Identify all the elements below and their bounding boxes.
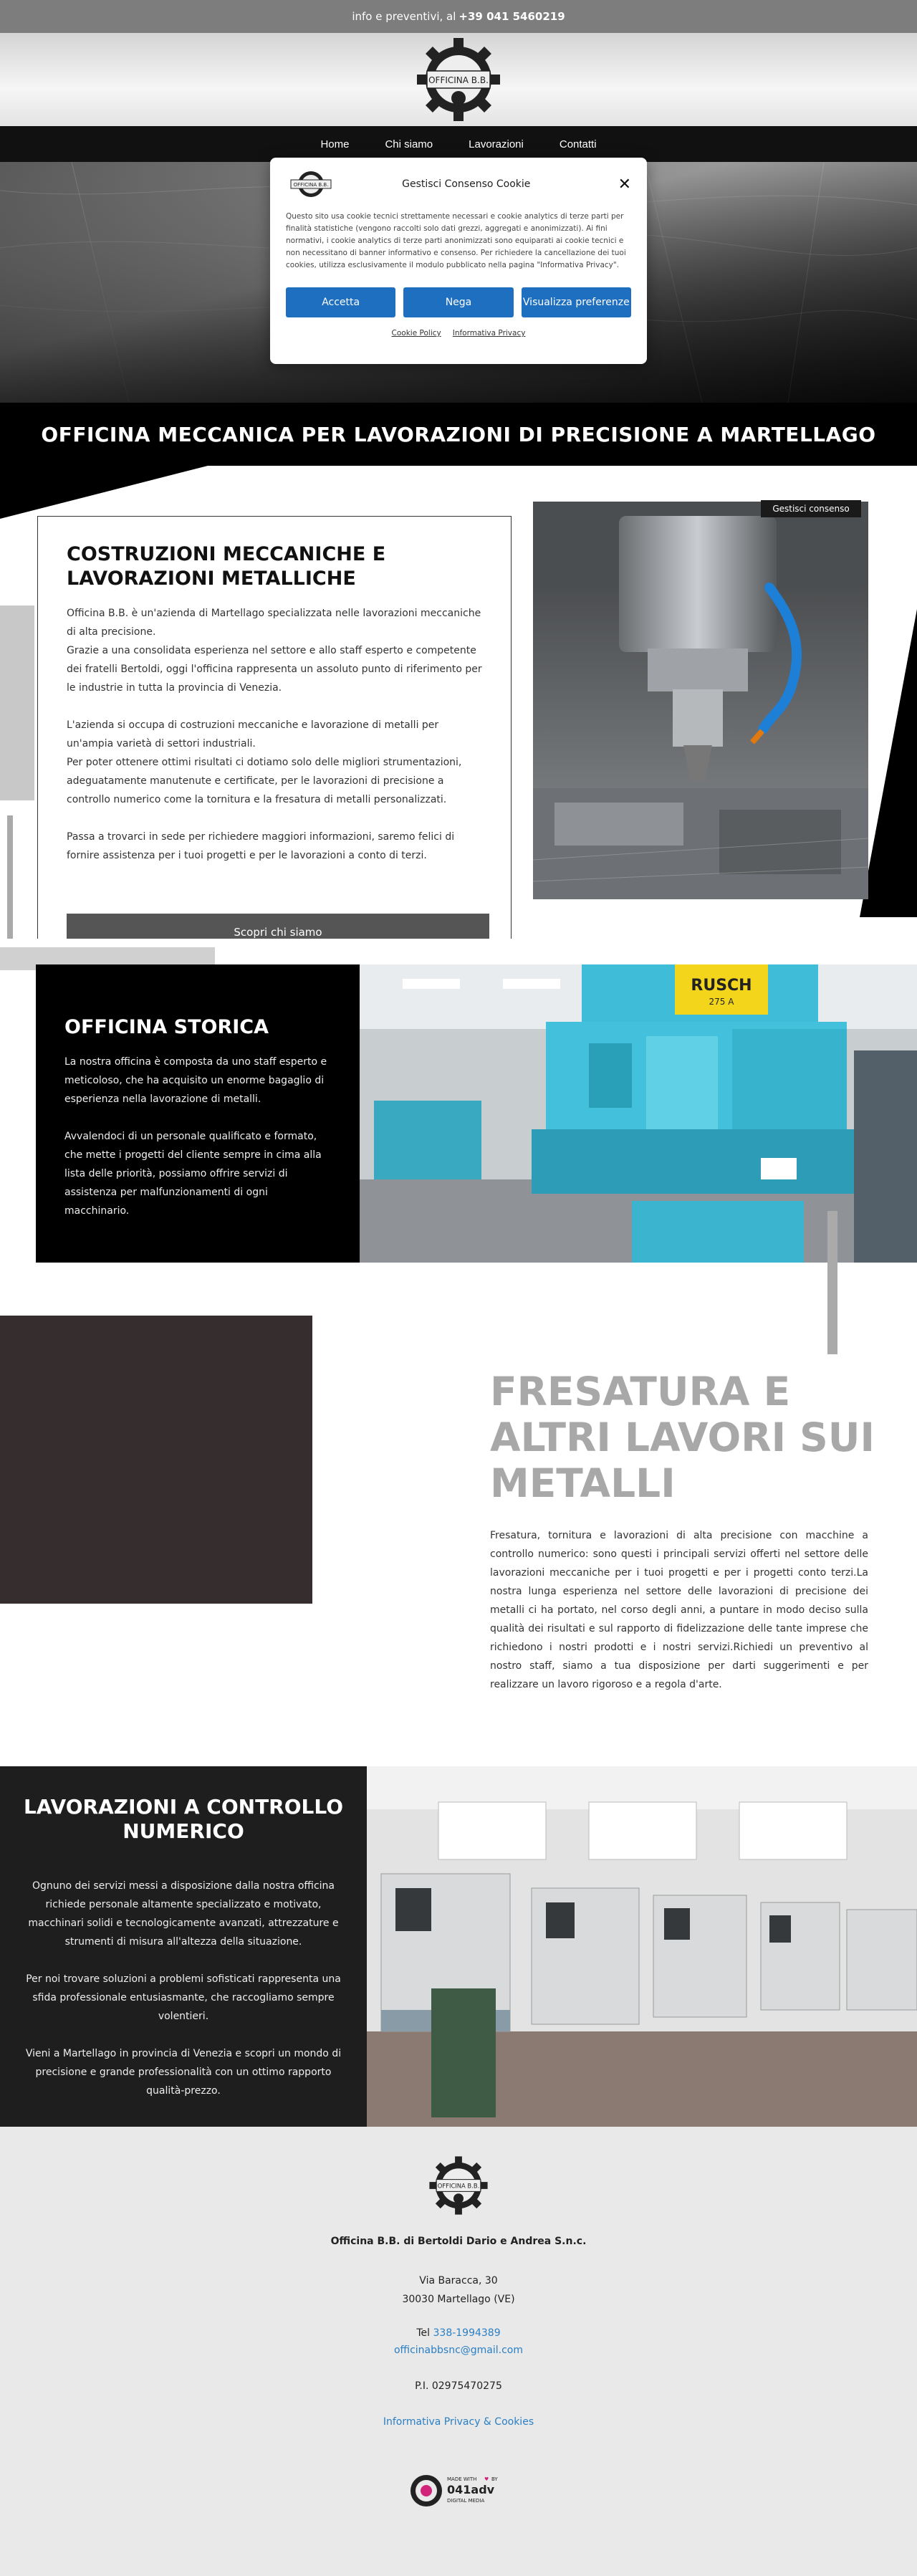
fresatura-title: FRESATURA E ALTRI LAVORI SUI METALLI bbox=[490, 1369, 875, 1506]
accept-cookies-button[interactable]: Accetta bbox=[286, 287, 395, 317]
section-title: LAVORAZIONI A CONTROLLO NUMERICO bbox=[23, 1795, 344, 1843]
close-icon[interactable]: ✕ bbox=[618, 175, 631, 193]
address-line-2: 30030 Martellago (VE) bbox=[402, 2294, 515, 2305]
svg-text:OFFICINA B.B.: OFFICINA B.B. bbox=[437, 2182, 480, 2190]
top-info-bar bbox=[0, 0, 917, 33]
page-title-band bbox=[0, 403, 917, 466]
section-text: Officina B.B. è un'azienda di Martellago specializzata nelle lavorazioni meccaniche di alta precisione. Grazie a una consolidata esperienza nel settore e allo staff esperto e competente dei fratelli Bertoldi, oggi l'officina rappresenta un assoluto punto di riferimento per le industrie in tutta la provincia di Venezia. L'azienda si occupa di costruzioni meccaniche e lavorazione di metalli per un'ampia varietà di settori industriali. Per poter ottenere ottimi risultati ci dotiamo solo delle migliori strumentazioni, adeguatamente manutenute e certificate, per le lavorazioni di precisione a controllo numerico come la tornitura e la fresatura di metalli personalizzati. Passa a trovarci in sede per richiedere maggiori informazioni, saremo felici di fornire assistenza per i tuoi progetti e per le lavorazioni a conto di terzi. bbox=[67, 608, 482, 861]
svg-text:BY: BY bbox=[491, 2476, 498, 2482]
section-costruzioni bbox=[0, 466, 917, 939]
cookie-consent-dialog bbox=[270, 158, 647, 364]
site-header bbox=[0, 33, 917, 126]
agency-logo[interactable] bbox=[408, 2469, 509, 2512]
cookie-title: Gestisci Consenso Cookie bbox=[402, 178, 531, 190]
controllo-numerico-panel bbox=[0, 1766, 367, 2127]
decor-triangle bbox=[860, 609, 917, 917]
nav-home[interactable]: Home bbox=[320, 138, 350, 150]
section-title: COSTRUZIONI MECCANICHE E LAVORAZIONI METALLICHE bbox=[67, 543, 386, 590]
svg-text:OFFICINA B.B.: OFFICINA B.B. bbox=[428, 75, 489, 85]
officina-logo[interactable] bbox=[416, 37, 501, 123]
email-link[interactable]: officinabbsnc@gmail.com bbox=[393, 2345, 523, 2356]
section-controllo-numerico bbox=[0, 1766, 917, 2127]
address-line-1: Via Baracca, 30 bbox=[419, 2275, 498, 2287]
section-title: OFFICINA STORICA bbox=[64, 1016, 269, 1038]
svg-text:♥: ♥ bbox=[484, 2476, 489, 2482]
top-info-text: info e preventivi, al bbox=[352, 10, 456, 23]
phone-label: Tel bbox=[416, 2327, 431, 2339]
svg-text:RUSCH: RUSCH bbox=[691, 977, 752, 995]
main-nav bbox=[0, 126, 917, 162]
decor-bar bbox=[827, 1211, 837, 1354]
svg-text:DIGITAL MEDIA: DIGITAL MEDIA bbox=[447, 2498, 485, 2504]
cookie-policy-link[interactable]: Cookie Policy bbox=[391, 329, 441, 337]
nav-lavorazioni[interactable]: Lavorazioni bbox=[469, 138, 524, 150]
company-name: Officina B.B. di Bertoldi Dario e Andrea S.n.c. bbox=[330, 2236, 587, 2247]
decor-triangle bbox=[0, 466, 208, 519]
svg-text:OFFICINA B.B.: OFFICINA B.B. bbox=[293, 182, 329, 188]
company-phone bbox=[0, 2327, 917, 2339]
site-footer bbox=[0, 2127, 917, 2576]
scopri-chi-siamo-button[interactable]: Scopri chi siamo bbox=[67, 914, 489, 939]
phone-link[interactable]: 338-1994389 bbox=[433, 2327, 501, 2339]
section-text: La nostra officina è composta da uno staff esperto e meticoloso, che ha acquisito un enorme bagaglio di esperienza nella lavorazione di metalli. Avvalendoci di un personale qualificato e formato, che mette i progetti del cliente sempre in cima alla lista delle priorità, possiamo offrire servizi di assistenza per malfunzionamenti di ogni macchinario. bbox=[64, 1056, 327, 1217]
manage-consent-tab[interactable]: Gestisci consenso bbox=[761, 500, 861, 517]
fresatura-text: Fresatura, tornitura e lavorazioni di alta precisione con macchine a controllo numerico: sono questi i principali servizi offerti nel settore delle lavorazioni meccaniche per i tuoi progetti e per i progetti conto terzi.La nostra lunga esperienza nel settore delle lavorazioni di precisione dei metalli ci ha portato, nel corso degli anni, a puntare in modo deciso sulla qualità dei risultati e sul rapporto di fidelizzazione delle tante imprese che richiedono i nostri prodotti e i nostri servizi.Richiedi un preventivo al nostro staff, siamo a tua disposizione per darti suggerimenti e per realizzare un lavoro rigoroso e a regola d'arte. bbox=[490, 1530, 868, 1690]
privacy-cookies-link[interactable]: Informativa Privacy & Cookies bbox=[383, 2416, 534, 2428]
decor-bar bbox=[7, 815, 13, 939]
decor-brown-block bbox=[0, 1316, 312, 1604]
svg-text:275 A: 275 A bbox=[709, 997, 734, 1007]
privacy-policy-link[interactable]: Informativa Privacy bbox=[452, 329, 526, 337]
section-officina-storica bbox=[36, 964, 917, 1263]
deny-cookies-button[interactable]: Nega bbox=[403, 287, 513, 317]
cookie-description: Questo sito usa cookie tecnici strettamente necessari e cookie analytics di terze parti per finalità statistiche (vengono raccolti solo dati grezzi, aggregati e anonimizzati). Ai fini normativi, i cookie analytics di terze parti anonimizzati sono equiparati ai cookie tecnici e non necessitano di banner informativo e consenso. Per richiedere la cancellazione dei tuoi cookies, utilizza esclusivamente il modulo pubblicato nella pagina "Informativa Privacy". bbox=[286, 212, 626, 269]
nav-chi-siamo[interactable]: Chi siamo bbox=[385, 138, 433, 150]
cookie-logo bbox=[286, 168, 336, 201]
officina-storica-panel bbox=[36, 964, 360, 1263]
view-preferences-button[interactable]: Visualizza preferenze bbox=[522, 287, 631, 317]
vat-number: P.I. 02975470275 bbox=[415, 2380, 502, 2392]
top-phone-link[interactable]: +39 041 5460219 bbox=[458, 10, 565, 23]
section-text: Ognuno dei servizi messi a disposizione dalla nostra officina richiede personale altamente specializzato e motivato, macchinari solidi e tecnologicamente avanzati, attrezzature e strumenti di misura all'altezza della situazione. Per noi trovare soluzioni a problemi sofisticati rappresenta una sfida professionale entusiasmante, che raccogliamo sempre volentieri. Vieni a Martellago in provincia di Venezia e scopri un mondo di precisione e grande professionalità con un ottimo rapporto qualità-prezzo. bbox=[25, 1880, 342, 2097]
cnc-spindle-photo bbox=[533, 502, 868, 899]
nav-contatti[interactable]: Contatti bbox=[559, 138, 597, 150]
costruzioni-card bbox=[37, 516, 512, 939]
cnc-machines-workshop-photo bbox=[367, 1766, 917, 2127]
footer-logo bbox=[428, 2155, 489, 2216]
decor-block bbox=[0, 605, 34, 800]
company-address bbox=[0, 2271, 917, 2309]
page-title: OFFICINA MECCANICA PER LAVORAZIONI DI PRECISIONE A MARTELLAGO bbox=[41, 422, 876, 446]
svg-text:041adv: 041adv bbox=[447, 2483, 495, 2496]
svg-text:MADE WITH: MADE WITH bbox=[447, 2476, 477, 2482]
